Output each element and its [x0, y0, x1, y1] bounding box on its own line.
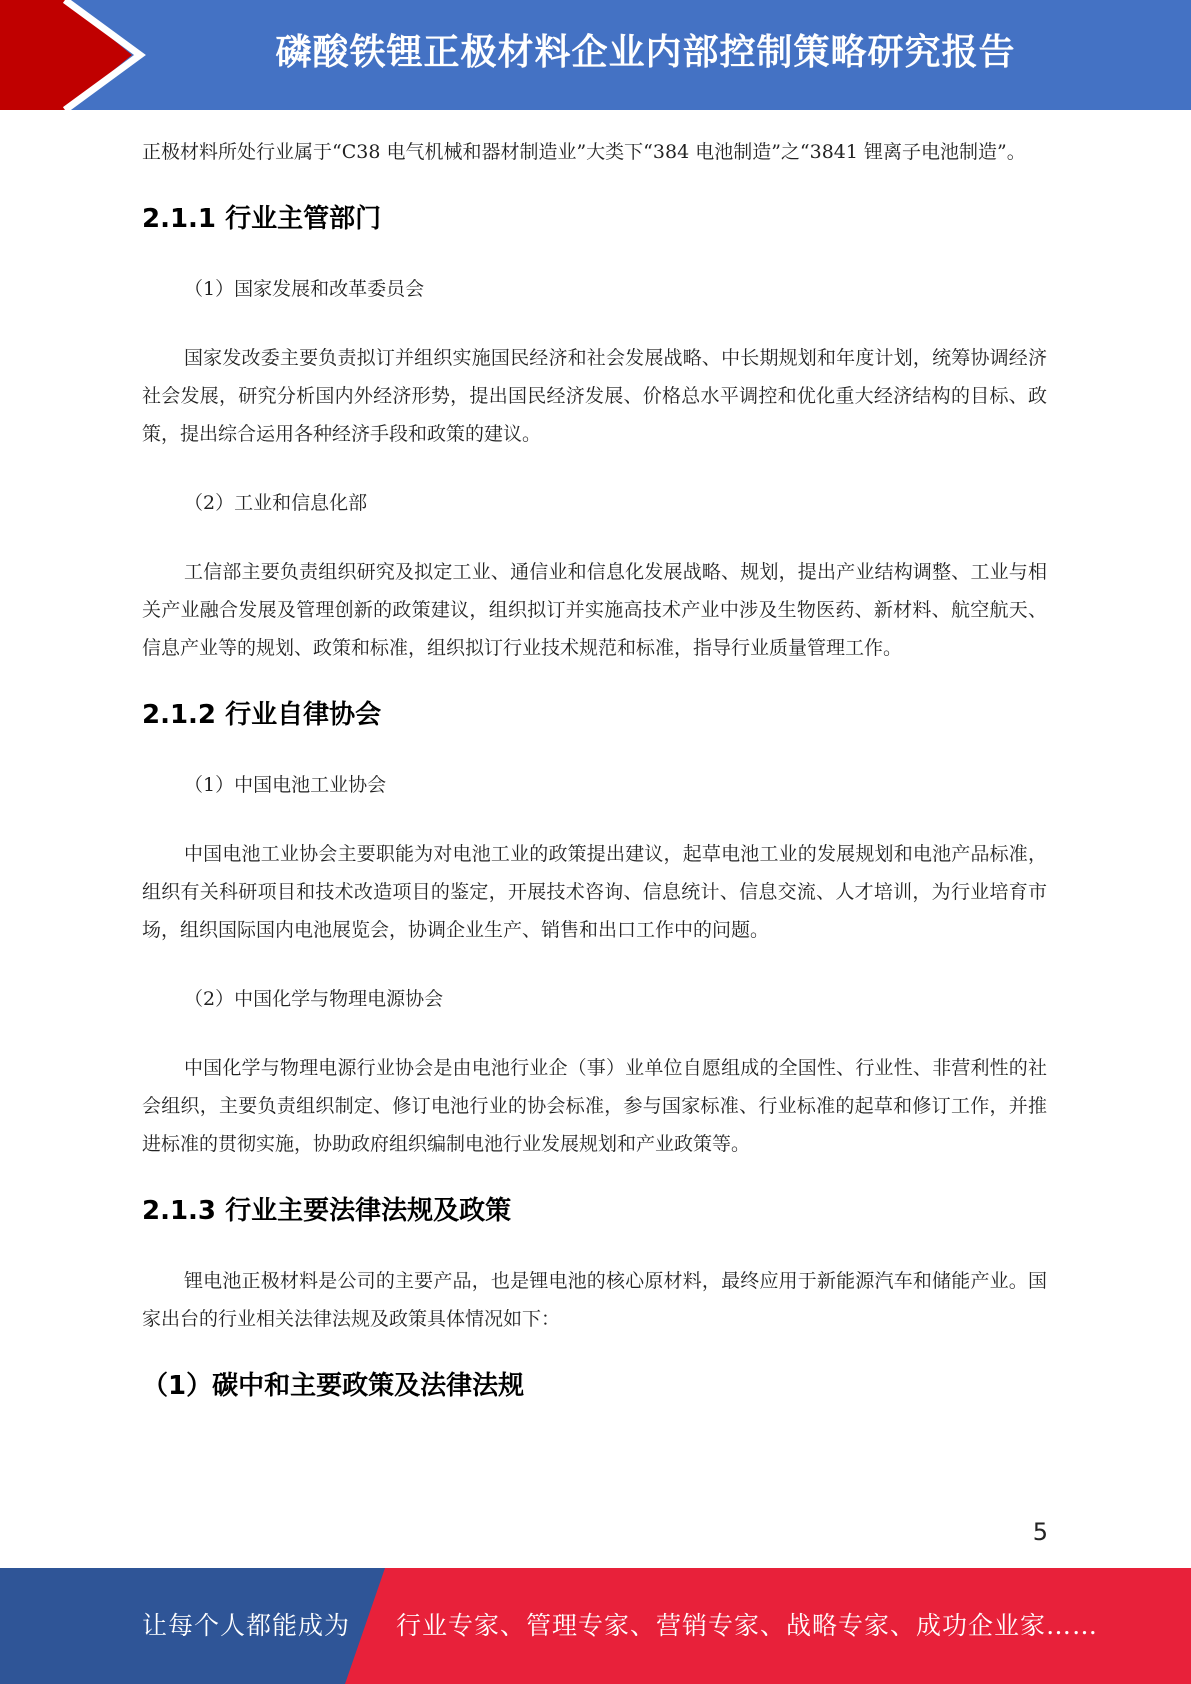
- page-footer: [0, 1568, 1191, 1684]
- item-text-power-source-association: 中国化学与物理电源行业协会是由电池行业企（事）业单位自愿组成的全国性、行业性、非营利性的社会组织，主要负责组织制定、修订电池行业的协会标准，参与国家标准、行业标准的起草和修订工作，并推进标准的贯彻实施，协助政府组织编制电池行业发展规划和产业政策等。: [142, 1057, 1047, 1155]
- section-heading-2-1-3: 2.1.3 行业主要法律法规及政策: [142, 1196, 512, 1226]
- page-content: [142, 133, 1047, 1404]
- page-number: 5: [1032, 1518, 1048, 1546]
- footer-slogan-left: 让每个人都能成为: [142, 1611, 351, 1640]
- footer-slogan-right: 行业专家、管理专家、营销专家、战略专家、成功企业家……: [396, 1611, 1099, 1640]
- item-text-miit: 工信部主要负责组织研究及拟定工业、通信业和信息化发展战略、规划，提出产业结构调整、工业与相关产业融合发展及管理创新的政策建议，组织拟订并实施高技术产业中涉及生物医药、新材料、航空航天、信息产业等的规划、政策和标准，组织拟订行业技术规范和标准，指导行业质量管理工作。: [142, 561, 1047, 659]
- item-title-battery-association: （1）中国电池工业协会: [184, 774, 387, 796]
- item-text-ndrc: 国家发改委主要负责拟订并组织实施国民经济和社会发展战略、中长期规划和年度计划，统筹协调经济社会发展，研究分析国内外经济形势，提出国民经济发展、价格总水平调控和优化重大经济结构的目标、政策，提出综合运用各种经济手段和政策的建议。: [142, 347, 1047, 445]
- section-heading-2-1-2: 2.1.2 行业自律协会: [142, 700, 382, 730]
- report-title: 磷酸铁锂正极材料企业内部控制策略研究报告: [275, 32, 1016, 73]
- section-heading-2-1-1: 2.1.1 行业主管部门: [142, 204, 382, 234]
- item-title-miit: （2）工业和信息化部: [184, 492, 368, 514]
- subheading-carbon-neutral: （1）碳中和主要政策及法律法规: [142, 1371, 525, 1401]
- page-header: [0, 0, 1191, 110]
- section-2-1-3-paragraph: 锂电池正极材料是公司的主要产品，也是锂电池的核心原材料，最终应用于新能源汽车和储能产业。国家出台的行业相关法律法规及政策具体情况如下：: [142, 1270, 1047, 1330]
- item-title-ndrc: （1）国家发展和改革委员会: [184, 278, 425, 300]
- chevron-logo-icon: [0, 0, 160, 110]
- item-title-power-source-association: （2）中国化学与物理电源协会: [184, 988, 444, 1010]
- item-text-battery-association: 中国电池工业协会主要职能为对电池工业的政策提出建议，起草电池工业的发展规划和电池产品标准，组织有关科研项目和技术改造项目的鉴定，开展技术咨询、信息统计、信息交流、人才培训，为行业培育市场，组织国际国内电池展览会，协调企业生产、销售和出口工作中的问题。: [142, 843, 1047, 941]
- intro-paragraph: 正极材料所处行业属于“C38 电气机械和器材制造业”大类下“384 电池制造”之“3841 锂离子电池制造”。: [142, 141, 1026, 163]
